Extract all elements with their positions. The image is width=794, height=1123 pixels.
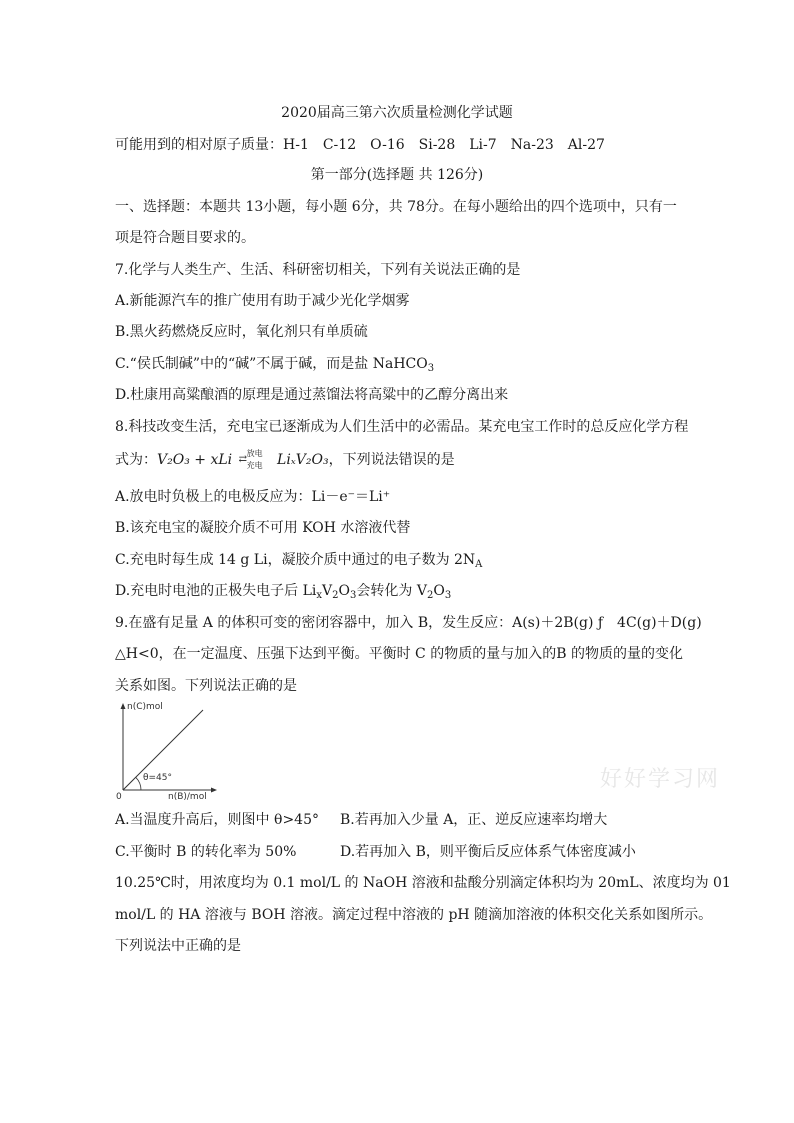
q10-line-3: 下列说法中正确的是 xyxy=(115,938,241,954)
q7-option-c-sub: 3 xyxy=(427,363,435,374)
graph-origin-label: 0 xyxy=(116,792,122,800)
equilibrium-arrow xyxy=(237,451,273,469)
q8-d-mid-2: O xyxy=(338,583,351,599)
q8-d-sub-4: 2 xyxy=(426,590,434,601)
q9-stem-line-1: 9.在盛有足量 A 的体积可变的密闭容器中，加入 B，发生反应：A(s)＋2B(g) ƒ 4C(g)＋D(g) xyxy=(115,615,702,631)
q9-stem-line-3: 关系如图。下列说法正确的是 xyxy=(115,678,297,694)
q7-option-b: B.黑火药燃烧反应时，氧化剂只有单质硫 xyxy=(115,324,368,340)
q8-stem-line-2 xyxy=(115,451,455,469)
watermark: 好好学习网 xyxy=(600,767,721,792)
double-arrow-icon: ⇄ xyxy=(238,454,247,465)
q9-graph xyxy=(113,700,223,800)
q8-d-mid-1: V xyxy=(322,583,333,599)
q8-eq-left: V₂O₃ + xLi xyxy=(157,452,233,468)
part1-heading: 第一部分(选择题 共 126分) xyxy=(310,167,484,183)
q8-option-c xyxy=(115,551,482,569)
q8-option-d xyxy=(115,582,451,600)
q8-stem-suffix: ，下列说法错误的是 xyxy=(328,452,455,468)
q8-d-sub-2: 2 xyxy=(332,590,339,601)
q7-stem: 7.化学与人类生产、生活、科研密切相关，下列有关说法正确的是 xyxy=(115,262,521,278)
q8-d-sub-5: 3 xyxy=(444,590,452,601)
q8-option-c-text: C.充电时每生成 14 g Li，凝胶介质中通过的电子数为 2N xyxy=(115,552,476,568)
atomic-masses: 可能用到的相对原子质量：H-1 C-12 O-16 Si-28 Li-7 Na-23 Al-27 xyxy=(115,137,605,153)
q8-d-sub-3: 3 xyxy=(350,590,357,601)
arrow-label-discharge: 放电 xyxy=(246,449,263,458)
graph-angle-label: θ=45° xyxy=(143,773,172,783)
q8-d-mid-4: O xyxy=(433,583,445,599)
graph-y-label: n(C)mol xyxy=(127,702,163,712)
q8-eq-right: LiₓV₂O₃ xyxy=(277,452,329,468)
q8-option-a: A.放电时负极上的电极反应为：Li－e⁻＝Li⁺ xyxy=(115,489,391,505)
q7-option-d: D.杜康用高粱酿酒的原理是通过蒸馏法将高粱中的乙醇分离出来 xyxy=(115,387,509,403)
graph-x-arrow-icon xyxy=(211,788,217,793)
q8-option-b: B.该充电宝的凝胶介质不可用 KOH 水溶液代替 xyxy=(115,520,411,536)
q9-option-c: C.平衡时 B 的转化率为 50% xyxy=(115,844,297,860)
q9-option-a: A.当温度升高后，则图中 θ>45° xyxy=(115,812,319,828)
q10-line-2: mol/L 的 HA 溶液与 BOH 溶液。滴定过程中溶液的 pH 随滴加溶液的体积交化关系如图所示。 xyxy=(115,907,713,923)
graph-x-label: n(B)/mol xyxy=(168,792,207,800)
q8-d-sub-1: x xyxy=(316,590,323,601)
instructions-line-2: 项是符合题目要求的。 xyxy=(115,230,255,246)
q8-d-mid-3: 会转化为 V xyxy=(356,583,427,599)
q7-option-c-text: C.“侯氏制碱”中的“碱”不属于碱，而是盐 NaHCO xyxy=(115,356,428,372)
graph-y-arrow-icon xyxy=(121,703,126,709)
q8-option-d-text: D.充电时电池的正极失电子后 Li xyxy=(115,583,317,599)
q7-option-c xyxy=(115,355,434,373)
q8-option-c-sub: A xyxy=(475,559,483,570)
q10-line-1: 10.25℃时，用浓度均为 0.1 mol/L 的 NaOH 溶液和盐酸分别滴定体积均为 20mL、浓度均为 01 xyxy=(115,875,731,891)
q9-option-b: B.若再加入少量 A，正、逆反应速率均增大 xyxy=(340,812,608,828)
q9-stem-line-2: △H<0，在一定温度、压强下达到平衡。平衡时 C 的物质的量与加入的B 的物质的量的变化 xyxy=(115,646,683,662)
graph-angle-arc xyxy=(136,777,141,790)
q8-formula-prefix: 式为： xyxy=(115,452,157,468)
q7-option-a: A.新能源汽车的推广使用有助于减少光化学烟雾 xyxy=(115,293,410,309)
q8-stem-line-1: 8.科技改变生活，充电宝已逐渐成为人们生活中的必需品。某充电宝工作时的总反应化学方程 xyxy=(115,419,689,435)
q9-option-d: D.若再加入 B，则平衡后反应体系气体密度减小 xyxy=(340,844,636,860)
exam-title: 2020届高三第六次质量检测化学试题 xyxy=(281,105,513,121)
arrow-label-charge: 充电 xyxy=(246,461,263,470)
instructions-line-1: 一、选择题：本题共 13小题，每小题 6分，共 78分。在每小题给出的四个选项中，只有一 xyxy=(115,199,677,215)
